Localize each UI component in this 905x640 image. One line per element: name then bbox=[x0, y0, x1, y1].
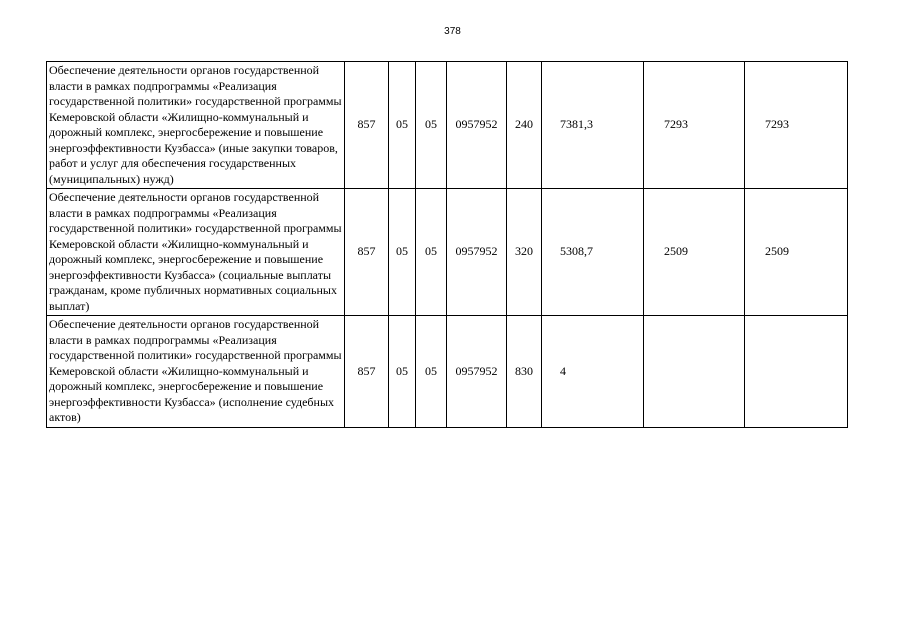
ministry-code: 857 bbox=[345, 189, 389, 316]
row-description: Обеспечение деятельности органов государственной власти в рамках подпрограммы «Реализация государственной политики» государственной программы Кемеровской области «Жилищно-коммунальный и дорожный комплекс, энергосбережение и повышение энергоэффективности Кузбасса» (иные закупки товаров, работ и услуг для обеспечения государственных (муниципальных) нужд) bbox=[47, 62, 345, 189]
amount-year-2: 2509 bbox=[644, 189, 745, 316]
expense-type-code: 830 bbox=[507, 316, 542, 428]
amount-year-2: 7293 bbox=[644, 62, 745, 189]
page-number: 378 bbox=[444, 26, 461, 37]
amount-year-2 bbox=[644, 316, 745, 428]
table-row bbox=[47, 189, 848, 316]
budget-table bbox=[46, 61, 848, 428]
subsection-code: 05 bbox=[416, 316, 447, 428]
subsection-code: 05 bbox=[416, 62, 447, 189]
row-description: Обеспечение деятельности органов государственной власти в рамках подпрограммы «Реализация государственной политики» государственной программы Кемеровской области «Жилищно-коммунальный и дорожный комплекс, энергосбережение и повышение энергоэффективности Кузбасса» (социальные выплаты гражданам, кроме публичных нормативных социальных выплат) bbox=[47, 189, 345, 316]
table-row bbox=[47, 316, 848, 428]
subsection-code: 05 bbox=[416, 189, 447, 316]
section-code: 05 bbox=[389, 62, 416, 189]
target-article-code: 0957952 bbox=[447, 62, 507, 189]
amount-year-3: 7293 bbox=[745, 62, 848, 189]
ministry-code: 857 bbox=[345, 62, 389, 189]
target-article-code: 0957952 bbox=[447, 316, 507, 428]
target-article-code: 0957952 bbox=[447, 189, 507, 316]
expense-type-code: 240 bbox=[507, 62, 542, 189]
section-code: 05 bbox=[389, 189, 416, 316]
amount-year-3 bbox=[745, 316, 848, 428]
amount-year-1: 7381,3 bbox=[542, 62, 644, 189]
amount-year-1: 4 bbox=[542, 316, 644, 428]
ministry-code: 857 bbox=[345, 316, 389, 428]
amount-year-1: 5308,7 bbox=[542, 189, 644, 316]
amount-year-3: 2509 bbox=[745, 189, 848, 316]
section-code: 05 bbox=[389, 316, 416, 428]
table-row bbox=[47, 62, 848, 189]
expense-type-code: 320 bbox=[507, 189, 542, 316]
row-description: Обеспечение деятельности органов государственной власти в рамках подпрограммы «Реализация государственной политики» государственной программы Кемеровской области «Жилищно-коммунальный и дорожный комплекс, энергосбережение и повышение энергоэффективности Кузбасса» (исполнение судебных актов) bbox=[47, 316, 345, 428]
